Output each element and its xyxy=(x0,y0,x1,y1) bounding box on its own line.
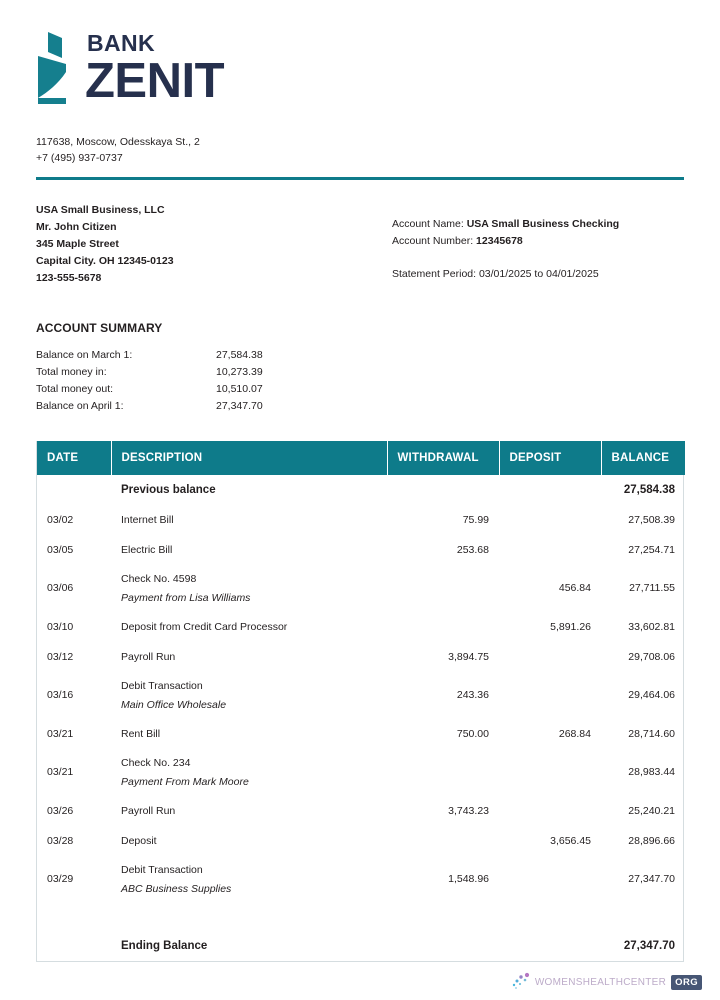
transactions-table-wrapper xyxy=(36,441,684,962)
description-main: Debit Transaction xyxy=(121,679,203,692)
cell-date: 03/05 xyxy=(47,543,74,556)
cell-date: 03/29 xyxy=(47,873,74,886)
summary-row xyxy=(36,400,336,417)
site-watermark xyxy=(511,972,702,992)
description-main: Deposit xyxy=(121,834,157,847)
account-name-label: Account Name: xyxy=(392,217,464,230)
cell-withdrawal xyxy=(387,565,499,612)
cell-description xyxy=(111,642,387,672)
cell-deposit xyxy=(499,642,601,672)
cell-balance: 27,347.70 xyxy=(628,873,675,886)
summary-label: Total money in: xyxy=(36,365,107,378)
customer-block xyxy=(36,202,360,287)
table-row xyxy=(37,642,685,672)
summary-label: Balance on April 1: xyxy=(36,399,124,412)
cell-description xyxy=(111,475,387,505)
description-main: Previous balance xyxy=(121,483,216,496)
cell-deposit: 456.84 xyxy=(558,582,591,595)
cell-balance: 33,602.81 xyxy=(628,620,675,633)
cell-balance: 29,708.06 xyxy=(628,650,675,663)
cell-balance: 27,584.38 xyxy=(623,483,675,496)
description-main: Internet Bill xyxy=(121,513,174,526)
account-number-value: 12345678 xyxy=(476,234,523,247)
cell-balance: 27,711.55 xyxy=(629,582,675,595)
cell-withdrawal xyxy=(387,826,499,856)
cell-deposit xyxy=(499,672,601,719)
cell-balance: 27,508.39 xyxy=(628,513,675,526)
cell-date: 03/16 xyxy=(47,689,74,702)
cell-balance: 27,347.70 xyxy=(623,939,675,952)
cell-deposit xyxy=(499,535,601,565)
cell-description xyxy=(111,612,387,642)
summary-label: Total money out: xyxy=(36,382,114,395)
customer-company: USA Small Business, LLC xyxy=(36,203,165,216)
bank-logo xyxy=(36,30,684,108)
cell-balance: 28,896.66 xyxy=(628,834,675,847)
bank-phone-line: +7 (495) 937-0737 xyxy=(36,152,123,165)
cell-withdrawal: 243.36 xyxy=(456,689,489,702)
column-header-deposit: DEPOSIT xyxy=(499,441,601,475)
cell-description xyxy=(111,796,387,826)
cell-withdrawal: 750.00 xyxy=(456,727,489,740)
description-sub: Main Office Wholesale xyxy=(121,698,227,711)
cell-deposit: 5,891.26 xyxy=(550,620,591,633)
zenit-sail-mark-icon xyxy=(36,32,76,104)
description-main: Debit Transaction xyxy=(121,863,203,876)
cell-description xyxy=(111,826,387,856)
cell-description xyxy=(111,856,387,903)
cell-description xyxy=(111,565,387,612)
transactions-table xyxy=(37,441,685,961)
cell-balance: 29,464.06 xyxy=(628,689,675,702)
description-main: Payroll Run xyxy=(121,650,176,663)
cell-withdrawal xyxy=(387,749,499,796)
cell-deposit xyxy=(499,856,601,903)
description-main: Rent Bill xyxy=(121,727,161,740)
account-name-row xyxy=(392,216,684,233)
statement-period: Statement Period: 03/01/2025 to 04/01/2025 xyxy=(392,267,599,280)
cell-date: 03/21 xyxy=(47,766,74,779)
logo-zenit-text: ZENIT xyxy=(85,54,225,108)
cell-deposit xyxy=(499,475,601,505)
cell-withdrawal xyxy=(387,475,499,505)
table-row xyxy=(37,749,685,796)
summary-value: 27,584.38 xyxy=(216,348,263,361)
cell-date: 03/06 xyxy=(47,582,74,595)
table-row xyxy=(37,826,685,856)
table-row xyxy=(37,672,685,719)
description-main: Check No. 234 xyxy=(121,756,191,769)
cell-withdrawal xyxy=(387,931,499,961)
account-block xyxy=(360,202,684,287)
cell-description xyxy=(111,535,387,565)
account-summary-title: ACCOUNT SUMMARY xyxy=(36,320,163,335)
transactions-body xyxy=(37,475,685,961)
table-row xyxy=(37,856,685,903)
customer-name: Mr. John Citizen xyxy=(36,220,117,233)
summary-label: Balance on March 1: xyxy=(36,348,133,361)
cell-balance: 27,254.71 xyxy=(628,543,675,556)
bank-header xyxy=(36,0,684,118)
header-divider xyxy=(36,177,684,180)
column-header-withdrawal: WITHDRAWAL xyxy=(387,441,499,475)
watermark-dots-icon xyxy=(511,972,533,992)
cell-withdrawal: 3,743.23 xyxy=(448,804,489,817)
cell-date: 03/10 xyxy=(47,620,74,633)
account-number-row xyxy=(392,233,684,250)
cell-withdrawal: 1,548.96 xyxy=(448,873,489,886)
account-number-label: Account Number: xyxy=(392,234,474,247)
description-main: Payroll Run xyxy=(121,804,176,817)
cell-date: 03/28 xyxy=(47,834,74,847)
watermark-text: WOMENSHEALTHCENTER xyxy=(534,976,667,988)
account-summary-table xyxy=(36,349,336,417)
cell-deposit xyxy=(499,796,601,826)
cell-withdrawal: 253.68 xyxy=(456,543,489,556)
table-spacer-cell xyxy=(37,903,685,931)
description-main: Electric Bill xyxy=(121,543,173,556)
summary-value: 10,510.07 xyxy=(216,382,263,395)
cell-deposit: 268.84 xyxy=(558,727,591,740)
customer-city-state-zip: Capital City. OH 12345-0123 xyxy=(36,254,174,267)
column-header-date: DATE xyxy=(37,441,111,475)
column-header-description: DESCRIPTION xyxy=(111,441,387,475)
account-summary-body xyxy=(36,349,336,417)
cell-description xyxy=(111,719,387,749)
bank-logo-wordmark xyxy=(85,30,225,108)
customer-street: 345 Maple Street xyxy=(36,237,119,250)
account-name-value: USA Small Business Checking xyxy=(466,217,620,230)
transactions-header-row xyxy=(37,441,685,475)
description-sub: Payment from Lisa Williams xyxy=(121,591,251,604)
cell-description xyxy=(111,931,387,961)
description-main: Deposit from Credit Card Processor xyxy=(121,620,288,633)
table-row xyxy=(37,612,685,642)
cell-date: 03/21 xyxy=(47,727,74,740)
description-sub: Payment From Mark Moore xyxy=(121,775,249,788)
summary-row xyxy=(36,383,336,400)
logo-bank-text: BANK xyxy=(87,30,156,56)
bank-address-block xyxy=(36,134,684,167)
table-row xyxy=(37,475,685,505)
bank-address-line: 117638, Moscow, Odesskaya St., 2 xyxy=(36,136,200,148)
table-row xyxy=(37,719,685,749)
description-sub: ABC Business Supplies xyxy=(121,882,232,895)
cell-date xyxy=(37,931,111,961)
column-header-balance: BALANCE xyxy=(601,441,685,475)
parties-section xyxy=(36,202,684,287)
table-row xyxy=(37,931,685,961)
description-main: Ending Balance xyxy=(121,939,208,952)
summary-value: 10,273.39 xyxy=(216,365,263,378)
table-row xyxy=(37,505,685,535)
cell-deposit: 3,656.45 xyxy=(550,834,591,847)
cell-description xyxy=(111,749,387,796)
summary-value: 27,347.70 xyxy=(216,399,263,412)
summary-row xyxy=(36,349,336,366)
summary-row xyxy=(36,366,336,383)
cell-date: 03/02 xyxy=(47,513,74,526)
table-row xyxy=(37,565,685,612)
customer-phone: 123-555-5678 xyxy=(36,271,102,284)
cell-balance: 28,983.44 xyxy=(628,766,675,779)
cell-withdrawal: 3,894.75 xyxy=(448,650,489,663)
cell-balance: 25,240.21 xyxy=(628,804,675,817)
watermark-org-badge: ORG xyxy=(671,975,702,990)
table-row xyxy=(37,535,685,565)
cell-deposit xyxy=(499,931,601,961)
transactions-head xyxy=(37,441,685,475)
cell-date: 03/12 xyxy=(47,650,74,663)
cell-description xyxy=(111,672,387,719)
table-row xyxy=(37,796,685,826)
cell-balance: 28,714.60 xyxy=(628,727,675,740)
table-spacer-row xyxy=(37,903,685,931)
cell-withdrawal: 75.99 xyxy=(462,513,489,526)
cell-deposit xyxy=(499,749,601,796)
description-main: Check No. 4598 xyxy=(121,572,197,585)
cell-description xyxy=(111,505,387,535)
cell-date: 03/26 xyxy=(47,804,74,817)
cell-withdrawal xyxy=(387,612,499,642)
cell-deposit xyxy=(499,505,601,535)
cell-date xyxy=(37,475,111,505)
